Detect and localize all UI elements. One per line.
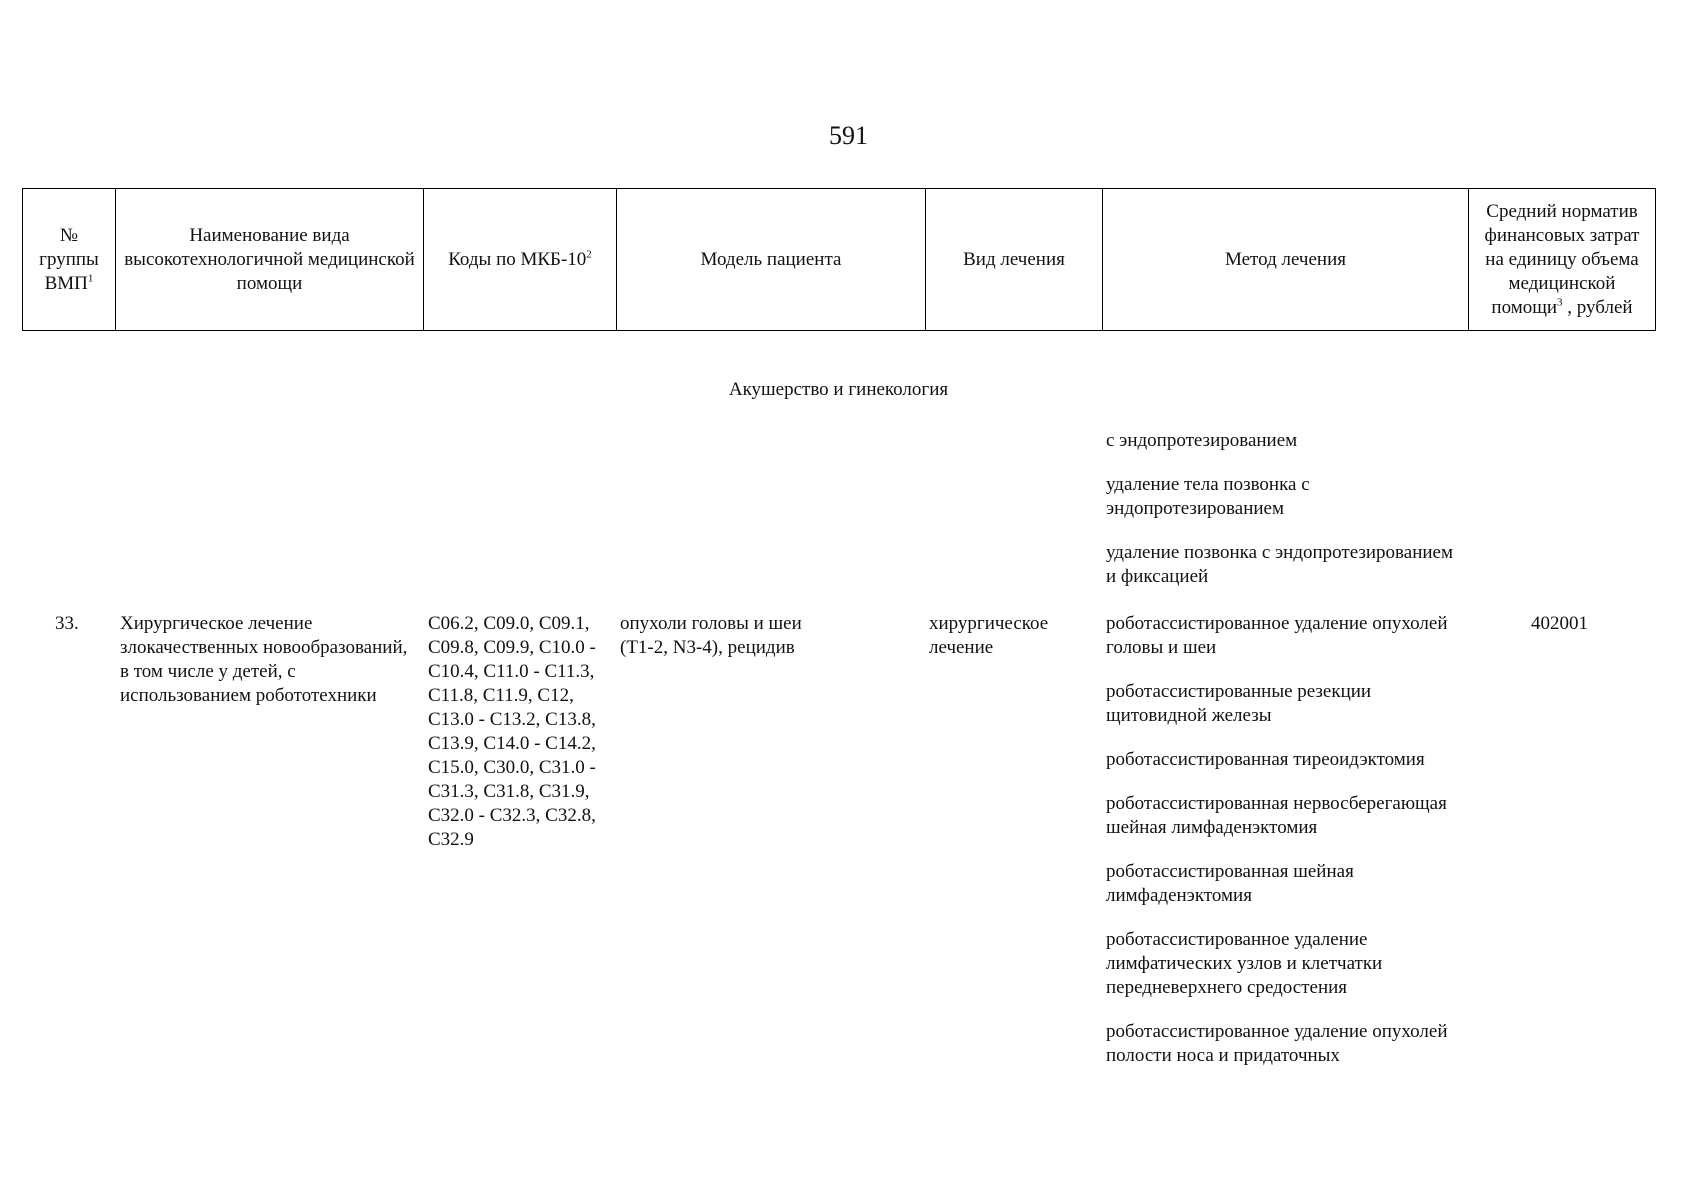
table-header	[22, 188, 1656, 331]
method-item: роботассистированное удаление опухолей полости носа и придаточных	[1106, 1021, 1448, 1066]
row-name: Хирургическое лечение злокачественных новообразований, в том числе у детей, с использованием робототехники	[120, 613, 408, 706]
header-col-group-footnote: 1	[87, 272, 94, 285]
continued-method-item: удаление позвонка с эндопротезированием и фиксацией	[1106, 542, 1453, 587]
row-treatment-type: хирургическое лечение	[929, 613, 1049, 658]
method-item: роботассистированная шейная лимфаденэктомия	[1106, 861, 1354, 906]
continued-methods	[1106, 429, 1466, 609]
header-col-icd	[424, 189, 617, 331]
method-item: роботассистированная тиреоидэктомия	[1106, 749, 1425, 770]
header-col-cost-footnote: 3	[1557, 296, 1563, 309]
section-title: Акушерство и гинекология	[728, 379, 949, 400]
row-cost: 402001	[1531, 613, 1588, 634]
row-icd-codes: C06.2, C09.0, C09.1, C09.8, C09.9, C10.0 - C10.4, C11.0 - C11.3, C11.8, C11.9, C12, C13.0 - C13.2, C13.8, C13.9, C14.0 - C14.2, C15.0, C30.0, C31.0 - C31.3, C31.8, C31.9, C32.0 - C32.3, C32.8, C32.9	[428, 613, 596, 850]
method-item: роботассистированная нервосберегающая шейная лимфаденэктомия	[1106, 793, 1447, 838]
header-col-cost-tail: , рублей	[1562, 296, 1633, 318]
header-col-cost-text: Средний норматив финансовых затрат на единицу объема медицинской помощи	[1484, 200, 1640, 318]
method-item: роботассистированные резекции щитовидной железы	[1106, 681, 1372, 726]
header-col-icd-text: Коды по МКБ-10	[448, 248, 587, 270]
method-item: роботассистированное удаление опухолей головы и шеи	[1106, 613, 1448, 658]
header-col-treatment-type: Вид лечения	[926, 189, 1103, 331]
header-col-group-line1: №	[59, 224, 79, 246]
header-col-group	[23, 189, 116, 331]
continued-method-item: с эндопротезированием	[1106, 430, 1298, 451]
header-col-method: Метод лечения	[1103, 189, 1469, 331]
header-col-icd-footnote: 2	[586, 248, 592, 261]
continued-method-item: удаление тела позвонка с эндопротезированием	[1106, 474, 1310, 519]
header-col-model: Модель пациента	[617, 189, 926, 331]
row-patient-model: опухоли головы и шеи (T1-2, N3-4), рецидив	[620, 613, 802, 658]
page-number: 591	[829, 121, 868, 150]
row-methods	[1106, 612, 1466, 1088]
header-col-cost	[1469, 189, 1656, 331]
header-col-group-line2: группы	[39, 248, 99, 270]
method-item: роботассистированное удаление лимфатических узлов и клетчатки передневерхнего средостения	[1106, 929, 1383, 998]
row-number: 33.	[55, 613, 79, 634]
header-col-group-line3: ВМП	[44, 272, 88, 294]
header-col-name: Наименование вида высокотехнологичной медицинской помощи	[116, 189, 424, 331]
